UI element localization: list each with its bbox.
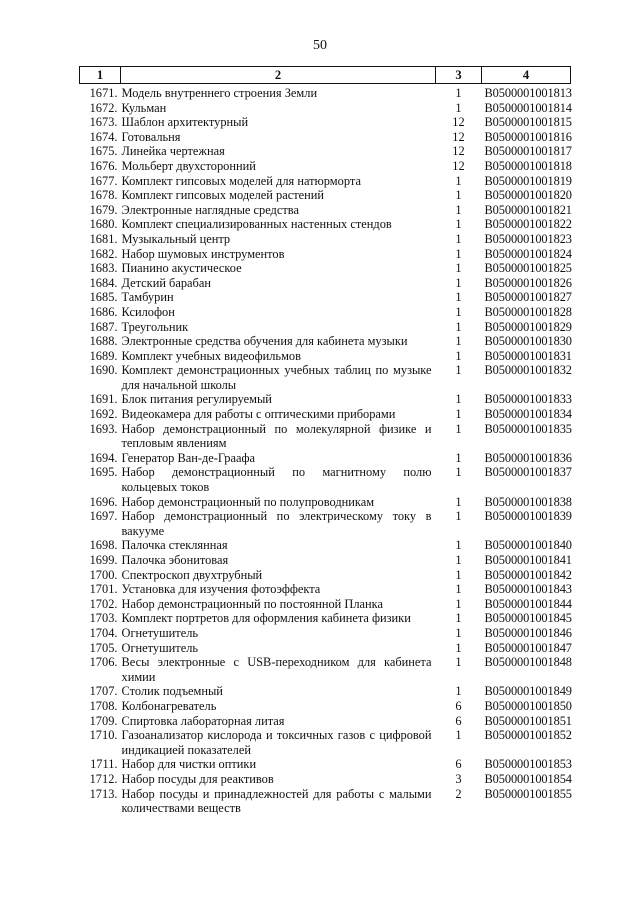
table-row bbox=[80, 130, 571, 145]
item-quantity: 1 bbox=[455, 421, 462, 436]
table-row bbox=[80, 407, 571, 422]
table-row bbox=[80, 495, 571, 510]
row-number: 1693. bbox=[89, 421, 118, 436]
table-row bbox=[80, 714, 571, 729]
row-number: 1676. bbox=[89, 158, 118, 173]
item-quantity: 1 bbox=[455, 494, 462, 509]
table-header-row bbox=[80, 67, 571, 84]
table-row bbox=[80, 101, 571, 116]
table-row bbox=[80, 84, 571, 101]
row-number: 1677. bbox=[89, 173, 118, 188]
table-row bbox=[80, 728, 571, 757]
item-quantity: 1 bbox=[455, 640, 462, 655]
item-quantity: 1 bbox=[455, 655, 462, 670]
item-name: Спектроскоп двухтрубный bbox=[121, 567, 263, 582]
item-name: Набор посуды для реактивов bbox=[121, 771, 274, 786]
row-number: 1682. bbox=[89, 246, 118, 261]
item-name: Установка для изучения фотоэффекта bbox=[121, 582, 321, 597]
table-row bbox=[80, 247, 571, 262]
item-name: Огнетушитель bbox=[121, 640, 199, 655]
inventory-code: B0500001001819 bbox=[484, 173, 572, 188]
table-row bbox=[80, 422, 571, 451]
item-name: Комплект портретов для оформления кабинета физики bbox=[121, 611, 411, 626]
item-quantity: 1 bbox=[455, 246, 462, 261]
table-row bbox=[80, 174, 571, 189]
inventory-code: B0500001001824 bbox=[484, 246, 572, 261]
row-number: 1692. bbox=[89, 407, 118, 422]
inventory-code: B0500001001834 bbox=[484, 407, 572, 422]
table-row bbox=[80, 320, 571, 335]
row-number: 1688. bbox=[89, 334, 118, 349]
inventory-code: B0500001001846 bbox=[484, 625, 572, 640]
row-number: 1701. bbox=[89, 582, 118, 597]
row-number: 1697. bbox=[89, 509, 118, 524]
row-number: 1691. bbox=[89, 392, 118, 407]
item-quantity: 1 bbox=[455, 100, 462, 115]
item-name: Шаблон архитектурный bbox=[121, 115, 249, 130]
item-name: Колбонагреватель bbox=[121, 698, 217, 713]
row-number: 1710. bbox=[89, 728, 118, 743]
item-name: Набор для чистки оптики bbox=[121, 757, 257, 772]
item-name: Палочка эбонитовая bbox=[121, 553, 229, 567]
table-row bbox=[80, 553, 571, 568]
inventory-code: B0500001001848 bbox=[484, 655, 572, 670]
item-name: Блок питания регулируемый bbox=[121, 392, 272, 407]
item-name: Набор шумовых инструментов bbox=[121, 246, 285, 261]
inventory-code: B0500001001854 bbox=[484, 771, 572, 786]
item-quantity: 1 bbox=[455, 684, 462, 699]
table-row bbox=[80, 276, 571, 291]
item-quantity: 1 bbox=[455, 275, 462, 290]
row-number: 1704. bbox=[89, 625, 118, 640]
item-quantity: 12 bbox=[452, 144, 465, 159]
item-name: Набор демонстрационный по электрическому току в вакууме bbox=[121, 509, 432, 538]
row-number: 1696. bbox=[89, 494, 118, 509]
inventory-code: B0500001001838 bbox=[484, 494, 572, 509]
item-name: Музыкальный центр bbox=[121, 231, 231, 246]
item-name: Комплект учебных видеофильмов bbox=[121, 348, 301, 363]
row-number: 1683. bbox=[89, 261, 118, 276]
row-number: 1674. bbox=[89, 129, 118, 144]
inventory-code: B0500001001826 bbox=[484, 275, 572, 290]
item-quantity: 2 bbox=[455, 786, 462, 801]
item-name: Готовальня bbox=[121, 129, 181, 144]
item-name: Кульман bbox=[121, 100, 167, 115]
row-number: 1713. bbox=[89, 786, 118, 801]
inventory-code: B0500001001835 bbox=[484, 421, 572, 436]
table-row bbox=[80, 465, 571, 494]
item-name: Комплект специализированных настенных стендов bbox=[121, 217, 392, 232]
row-number: 1687. bbox=[89, 319, 118, 334]
inventory-code: B0500001001822 bbox=[484, 217, 572, 232]
table-row bbox=[80, 597, 571, 612]
item-name: Детский барабан bbox=[121, 275, 211, 290]
row-number: 1685. bbox=[89, 290, 118, 305]
item-quantity: 1 bbox=[455, 392, 462, 407]
item-quantity: 12 bbox=[452, 115, 465, 130]
item-quantity: 1 bbox=[455, 538, 462, 553]
inventory-code: B0500001001849 bbox=[484, 684, 572, 699]
item-quantity: 1 bbox=[455, 553, 462, 567]
inventory-code: B0500001001844 bbox=[484, 596, 572, 611]
inventory-code: B0500001001820 bbox=[484, 188, 572, 203]
table-row bbox=[80, 451, 571, 466]
inventory-code: B0500001001837 bbox=[484, 465, 572, 480]
item-quantity: 1 bbox=[455, 86, 462, 100]
inventory-code: B0500001001832 bbox=[484, 363, 572, 378]
item-quantity: 1 bbox=[455, 334, 462, 349]
item-name: Газоанализатор кислорода и токсичных газов с цифровой индикацией показателей bbox=[121, 728, 432, 757]
row-number: 1702. bbox=[89, 596, 118, 611]
table-row bbox=[80, 787, 571, 816]
table-row bbox=[80, 611, 571, 626]
row-number: 1684. bbox=[89, 275, 118, 290]
item-quantity: 6 bbox=[455, 698, 462, 713]
inventory-code: B0500001001825 bbox=[484, 261, 572, 276]
item-quantity: 1 bbox=[455, 319, 462, 334]
item-quantity: 6 bbox=[455, 713, 462, 728]
row-number: 1706. bbox=[89, 655, 118, 670]
row-number: 1671. bbox=[89, 86, 118, 100]
item-name: Набор посуды и принадлежностей для работы с малыми количествами веществ bbox=[121, 786, 432, 816]
row-number: 1698. bbox=[89, 538, 118, 553]
inventory-code: B0500001001831 bbox=[484, 348, 572, 363]
inventory-code: B0500001001840 bbox=[484, 538, 572, 553]
inventory-code: B0500001001839 bbox=[484, 509, 572, 524]
item-name: Треугольник bbox=[121, 319, 189, 334]
item-quantity: 12 bbox=[452, 158, 465, 173]
row-number: 1678. bbox=[89, 188, 118, 203]
item-name: Комплект гипсовых моделей растений bbox=[121, 188, 325, 203]
header-col-3: 3 bbox=[436, 67, 482, 84]
table-row bbox=[80, 772, 571, 787]
item-quantity: 1 bbox=[455, 611, 462, 626]
table-row bbox=[80, 641, 571, 656]
table-row bbox=[80, 582, 571, 597]
item-quantity: 1 bbox=[455, 728, 462, 743]
inventory-code: B0500001001833 bbox=[484, 392, 572, 407]
table-row bbox=[80, 305, 571, 320]
inventory-code: B0500001001842 bbox=[484, 567, 572, 582]
header-col-2: 2 bbox=[121, 67, 436, 84]
item-quantity: 1 bbox=[455, 363, 462, 378]
row-number: 1679. bbox=[89, 202, 118, 217]
table-row bbox=[80, 655, 571, 684]
table-row bbox=[80, 290, 571, 305]
item-quantity: 1 bbox=[455, 407, 462, 422]
table-row bbox=[80, 188, 571, 203]
item-name: Электронные наглядные средства bbox=[121, 202, 299, 217]
inventory-code: B0500001001845 bbox=[484, 611, 572, 626]
item-name: Видеокамера для работы с оптическими приборами bbox=[121, 407, 396, 422]
table-row bbox=[80, 159, 571, 174]
table-row bbox=[80, 334, 571, 349]
item-name: Набор демонстрационный по полупроводникам bbox=[121, 494, 375, 509]
item-quantity: 1 bbox=[455, 290, 462, 305]
item-name: Палочка стеклянная bbox=[121, 538, 228, 553]
row-number: 1690. bbox=[89, 363, 118, 378]
item-name: Огнетушитель bbox=[121, 625, 199, 640]
table-row bbox=[80, 626, 571, 641]
item-quantity: 1 bbox=[455, 582, 462, 597]
inventory-code: B0500001001817 bbox=[484, 144, 572, 159]
inventory-code: B0500001001830 bbox=[484, 334, 572, 349]
item-quantity: 1 bbox=[455, 261, 462, 276]
inventory-code: B0500001001836 bbox=[484, 450, 572, 465]
item-quantity: 1 bbox=[455, 348, 462, 363]
table-row bbox=[80, 261, 571, 276]
inventory-code: B0500001001814 bbox=[484, 100, 572, 115]
item-name: Линейка чертежная bbox=[121, 144, 225, 159]
item-quantity: 1 bbox=[455, 509, 462, 524]
row-number: 1708. bbox=[89, 698, 118, 713]
row-number: 1681. bbox=[89, 231, 118, 246]
item-quantity: 12 bbox=[452, 129, 465, 144]
header-col-4: 4 bbox=[482, 67, 571, 84]
table-row bbox=[80, 144, 571, 159]
item-quantity: 1 bbox=[455, 188, 462, 203]
inventory-code: B0500001001821 bbox=[484, 202, 572, 217]
table-row bbox=[80, 538, 571, 553]
row-number: 1673. bbox=[89, 115, 118, 130]
item-name: Комплект демонстрационных учебных таблиц по музыке для начальной школы bbox=[121, 363, 432, 392]
inventory-table bbox=[79, 66, 571, 816]
row-number: 1675. bbox=[89, 144, 118, 159]
row-number: 1686. bbox=[89, 304, 118, 319]
inventory-code: B0500001001843 bbox=[484, 582, 572, 597]
inventory-code: B0500001001816 bbox=[484, 129, 572, 144]
inventory-code: B0500001001829 bbox=[484, 319, 572, 334]
inventory-code: B0500001001847 bbox=[484, 640, 572, 655]
item-quantity: 1 bbox=[455, 596, 462, 611]
item-name: Ксилофон bbox=[121, 304, 175, 319]
item-quantity: 1 bbox=[455, 173, 462, 188]
inventory-code: B0500001001818 bbox=[484, 158, 572, 173]
item-quantity: 1 bbox=[455, 450, 462, 465]
inventory-code: B0500001001827 bbox=[484, 290, 572, 305]
item-name: Весы электронные с USB-переходником для кабинета химии bbox=[121, 655, 432, 684]
item-quantity: 1 bbox=[455, 217, 462, 232]
item-name: Набор демонстрационный по магнитному полю кольцевых токов bbox=[121, 465, 432, 495]
item-name: Тамбурин bbox=[121, 290, 174, 305]
header-col-1: 1 bbox=[80, 67, 121, 84]
inventory-code: B0500001001850 bbox=[484, 698, 572, 713]
inventory-code: B0500001001815 bbox=[484, 115, 572, 130]
table-row bbox=[80, 509, 571, 538]
item-quantity: 3 bbox=[455, 771, 462, 786]
item-name: Генератор Ван-де-Граафа bbox=[121, 450, 256, 465]
table-row bbox=[80, 684, 571, 699]
item-name: Модель внутреннего строения Земли bbox=[121, 86, 318, 100]
table-row bbox=[80, 757, 571, 772]
table-body bbox=[80, 84, 571, 816]
inventory-code: B0500001001853 bbox=[484, 757, 572, 772]
item-name: Пианино акустическое bbox=[121, 261, 242, 276]
inventory-code: B0500001001828 bbox=[484, 304, 572, 319]
table-row bbox=[80, 392, 571, 407]
table-row bbox=[80, 349, 571, 364]
page-number: 50 bbox=[313, 38, 327, 53]
row-number: 1707. bbox=[89, 684, 118, 699]
table-row bbox=[80, 232, 571, 247]
item-quantity: 1 bbox=[455, 567, 462, 582]
item-name: Спиртовка лабораторная литая bbox=[121, 713, 285, 728]
item-quantity: 1 bbox=[455, 231, 462, 246]
table-row bbox=[80, 217, 571, 232]
inventory-code: B0500001001823 bbox=[484, 231, 572, 246]
table-row bbox=[80, 568, 571, 583]
table-row bbox=[80, 115, 571, 130]
row-number: 1700. bbox=[89, 567, 118, 582]
table-row bbox=[80, 203, 571, 218]
row-number: 1699. bbox=[89, 553, 118, 567]
item-name: Комплект гипсовых моделей для натюрморта bbox=[121, 173, 361, 188]
row-number: 1689. bbox=[89, 348, 118, 363]
row-number: 1703. bbox=[89, 611, 118, 626]
row-number: 1680. bbox=[89, 217, 118, 232]
row-number: 1694. bbox=[89, 450, 118, 465]
inventory-code: B0500001001851 bbox=[484, 713, 572, 728]
item-quantity: 1 bbox=[455, 625, 462, 640]
row-number: 1712. bbox=[89, 771, 118, 786]
inventory-code: B0500001001813 bbox=[484, 86, 572, 100]
row-number: 1711. bbox=[90, 757, 118, 772]
inventory-code: B0500001001855 bbox=[484, 786, 572, 801]
item-name: Набор демонстрационный по постоянной Планка bbox=[121, 596, 383, 611]
inventory-code: B0500001001852 bbox=[484, 728, 572, 743]
row-number: 1695. bbox=[89, 465, 118, 480]
row-number: 1709. bbox=[89, 713, 118, 728]
item-quantity: 1 bbox=[455, 202, 462, 217]
item-name: Столик подъемный bbox=[121, 684, 223, 699]
inventory-code: B0500001001841 bbox=[484, 553, 572, 567]
item-name: Набор демонстрационный по молекулярной физике и тепловым явлениям bbox=[121, 421, 432, 451]
table-row bbox=[80, 363, 571, 392]
item-name: Электронные средства обучения для кабинета музыки bbox=[121, 334, 408, 349]
table-row bbox=[80, 699, 571, 714]
item-quantity: 1 bbox=[455, 465, 462, 480]
item-quantity: 6 bbox=[455, 757, 462, 772]
item-name: Мольберт двухсторонний bbox=[121, 158, 256, 173]
item-quantity: 1 bbox=[455, 304, 462, 319]
row-number: 1705. bbox=[89, 640, 118, 655]
row-number: 1672. bbox=[89, 100, 118, 115]
